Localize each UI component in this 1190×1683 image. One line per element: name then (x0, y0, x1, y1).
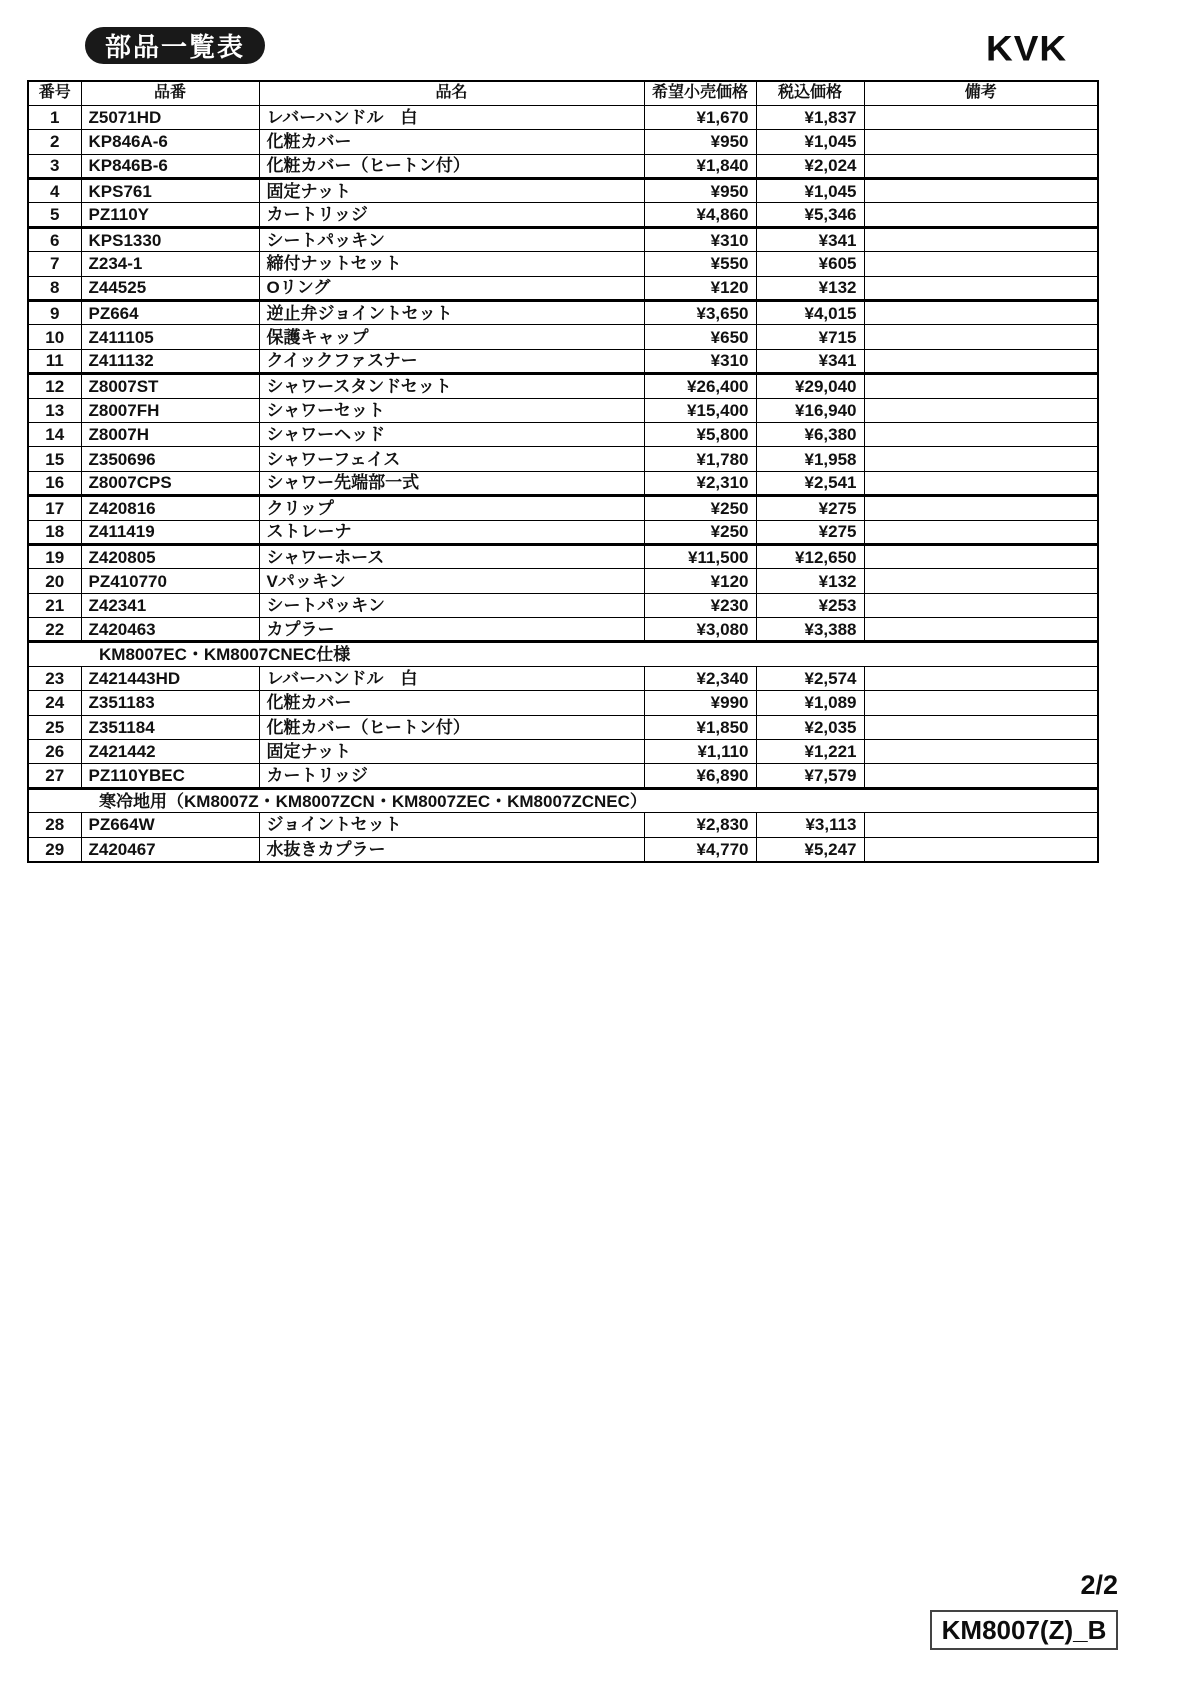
row-number-cell: 20 (28, 569, 81, 593)
part-name-cell: シャワーセット (259, 398, 644, 422)
part-no-cell: KPS1330 (81, 227, 259, 251)
tax-price-cell: ¥12,650 (756, 544, 864, 568)
part-no-cell: Z234-1 (81, 252, 259, 276)
part-no-cell: Z350696 (81, 447, 259, 471)
remarks-cell (864, 227, 1098, 251)
part-name-cell: シャワーホース (259, 544, 644, 568)
table-row (28, 715, 1098, 739)
tax-price-cell: ¥2,541 (756, 471, 864, 495)
part-no-cell: PZ110YBEC (81, 764, 259, 788)
section-header-label: 寒冷地用（KM8007Z・KM8007ZCN・KM8007ZEC・KM8007ZCNEC） (28, 788, 1098, 812)
row-number-cell: 8 (28, 276, 81, 300)
table-row (28, 398, 1098, 422)
retail-price-cell: ¥650 (644, 325, 756, 349)
row-number-cell: 28 (28, 813, 81, 837)
header-no: 番号 (28, 81, 81, 105)
parts-table (27, 80, 1099, 863)
tax-price-cell: ¥275 (756, 496, 864, 520)
page-number: 2/2 (1080, 1570, 1118, 1600)
remarks-cell (864, 325, 1098, 349)
retail-price-cell: ¥1,110 (644, 740, 756, 764)
retail-price-cell: ¥3,080 (644, 618, 756, 642)
part-name-cell: カートリッジ (259, 764, 644, 788)
part-name-cell: クリップ (259, 496, 644, 520)
part-no-cell: KP846A-6 (81, 130, 259, 154)
part-no-cell: Z8007FH (81, 398, 259, 422)
row-number-cell: 13 (28, 398, 81, 422)
retail-price-cell: ¥11,500 (644, 544, 756, 568)
table-row (28, 691, 1098, 715)
part-name-cell: 保護キャップ (259, 325, 644, 349)
part-name-cell: レバーハンドル 白 (259, 666, 644, 690)
part-no-cell: Z420805 (81, 544, 259, 568)
part-no-cell: Z351183 (81, 691, 259, 715)
remarks-cell (864, 179, 1098, 203)
retail-price-cell: ¥310 (644, 227, 756, 251)
retail-price-cell: ¥6,890 (644, 764, 756, 788)
part-no-cell: Z420463 (81, 618, 259, 642)
part-name-cell: シートパッキン (259, 227, 644, 251)
tax-price-cell: ¥3,113 (756, 813, 864, 837)
row-number-cell: 4 (28, 179, 81, 203)
remarks-cell (864, 349, 1098, 373)
remarks-cell (864, 715, 1098, 739)
retail-price-cell: ¥120 (644, 276, 756, 300)
remarks-cell (864, 252, 1098, 276)
row-number-cell: 12 (28, 374, 81, 398)
table-row (28, 227, 1098, 251)
remarks-cell (864, 130, 1098, 154)
part-no-cell: Z421443HD (81, 666, 259, 690)
part-name-cell: レバーハンドル 白 (259, 105, 644, 129)
row-number-cell: 3 (28, 154, 81, 178)
row-number-cell: 21 (28, 593, 81, 617)
remarks-cell (864, 105, 1098, 129)
table-row (28, 837, 1098, 861)
doc-code-label: KM8007(Z)_B (941, 1614, 1107, 1645)
part-no-cell: Z351184 (81, 715, 259, 739)
remarks-cell (864, 203, 1098, 227)
remarks-cell (864, 544, 1098, 568)
parts-table-container (27, 80, 1099, 863)
part-name-cell: シャワーフェイス (259, 447, 644, 471)
header-part-no: 品番 (81, 81, 259, 105)
part-name-cell: 化粧カバー（ヒートン付） (259, 715, 644, 739)
part-no-cell: PZ410770 (81, 569, 259, 593)
tax-price-cell: ¥1,045 (756, 130, 864, 154)
table-row (28, 471, 1098, 495)
tax-price-cell: ¥132 (756, 276, 864, 300)
remarks-cell (864, 447, 1098, 471)
tax-price-cell: ¥16,940 (756, 398, 864, 422)
table-row (28, 569, 1098, 593)
remarks-cell (864, 618, 1098, 642)
tax-price-cell: ¥605 (756, 252, 864, 276)
retail-price-cell: ¥15,400 (644, 398, 756, 422)
table-row (28, 130, 1098, 154)
retail-price-cell: ¥250 (644, 520, 756, 544)
remarks-cell (864, 496, 1098, 520)
row-number-cell: 1 (28, 105, 81, 129)
tax-price-cell: ¥132 (756, 569, 864, 593)
tax-price-cell: ¥5,346 (756, 203, 864, 227)
table-row (28, 496, 1098, 520)
remarks-cell (864, 593, 1098, 617)
remarks-cell (864, 740, 1098, 764)
tax-price-cell: ¥1,837 (756, 105, 864, 129)
tax-price-cell: ¥253 (756, 593, 864, 617)
remarks-cell (864, 374, 1098, 398)
header-retail-price: 希望小売価格 (644, 81, 756, 105)
row-number-cell: 7 (28, 252, 81, 276)
part-name-cell: シャワーヘッド (259, 422, 644, 446)
retail-price-cell: ¥550 (644, 252, 756, 276)
row-number-cell: 10 (28, 325, 81, 349)
row-number-cell: 29 (28, 837, 81, 861)
part-name-cell: カプラー (259, 618, 644, 642)
remarks-cell (864, 666, 1098, 690)
row-number-cell: 5 (28, 203, 81, 227)
retail-price-cell: ¥310 (644, 349, 756, 373)
row-number-cell: 19 (28, 544, 81, 568)
table-row (28, 618, 1098, 642)
tax-price-cell: ¥3,388 (756, 618, 864, 642)
table-row (28, 422, 1098, 446)
retail-price-cell: ¥1,780 (644, 447, 756, 471)
part-name-cell: ジョイントセット (259, 813, 644, 837)
part-name-cell: 水抜きカプラー (259, 837, 644, 861)
part-name-cell: クイックファスナー (259, 349, 644, 373)
part-name-cell: 化粧カバー (259, 691, 644, 715)
remarks-cell (864, 691, 1098, 715)
part-name-cell: 逆止弁ジョイントセット (259, 301, 644, 325)
retail-price-cell: ¥2,830 (644, 813, 756, 837)
table-row (28, 447, 1098, 471)
tax-price-cell: ¥6,380 (756, 422, 864, 446)
part-no-cell: Z411132 (81, 349, 259, 373)
table-row (28, 764, 1098, 788)
part-name-cell: 締付ナットセット (259, 252, 644, 276)
remarks-cell (864, 154, 1098, 178)
tax-price-cell: ¥1,221 (756, 740, 864, 764)
part-no-cell: Z420467 (81, 837, 259, 861)
table-row (28, 203, 1098, 227)
table-row (28, 593, 1098, 617)
part-no-cell: KP846B-6 (81, 154, 259, 178)
retail-price-cell: ¥990 (644, 691, 756, 715)
remarks-cell (864, 837, 1098, 861)
tax-price-cell: ¥5,247 (756, 837, 864, 861)
table-row (28, 325, 1098, 349)
tax-price-cell: ¥2,024 (756, 154, 864, 178)
tax-price-cell: ¥7,579 (756, 764, 864, 788)
part-name-cell: シートパッキン (259, 593, 644, 617)
table-row (28, 740, 1098, 764)
retail-price-cell: ¥950 (644, 179, 756, 203)
row-number-cell: 27 (28, 764, 81, 788)
retail-price-cell: ¥2,340 (644, 666, 756, 690)
row-number-cell: 14 (28, 422, 81, 446)
tax-price-cell: ¥1,089 (756, 691, 864, 715)
remarks-cell (864, 301, 1098, 325)
table-row (28, 349, 1098, 373)
remarks-cell (864, 422, 1098, 446)
tax-price-cell: ¥2,574 (756, 666, 864, 690)
row-number-cell: 23 (28, 666, 81, 690)
part-no-cell: PZ664W (81, 813, 259, 837)
retail-price-cell: ¥26,400 (644, 374, 756, 398)
row-number-cell: 9 (28, 301, 81, 325)
part-no-cell: Z8007H (81, 422, 259, 446)
row-number-cell: 15 (28, 447, 81, 471)
retail-price-cell: ¥950 (644, 130, 756, 154)
part-no-cell: PZ664 (81, 301, 259, 325)
tax-price-cell: ¥715 (756, 325, 864, 349)
row-number-cell: 22 (28, 618, 81, 642)
section-header-row (28, 642, 1098, 666)
retail-price-cell: ¥4,860 (644, 203, 756, 227)
part-name-cell: カートリッジ (259, 203, 644, 227)
tax-price-cell: ¥1,045 (756, 179, 864, 203)
parts-table-body (28, 105, 1098, 861)
part-no-cell: Z421442 (81, 740, 259, 764)
tax-price-cell: ¥341 (756, 227, 864, 251)
row-number-cell: 18 (28, 520, 81, 544)
retail-price-cell: ¥3,650 (644, 301, 756, 325)
part-no-cell: Z8007CPS (81, 471, 259, 495)
header-part-name: 品名 (259, 81, 644, 105)
part-name-cell: シャワー先端部一式 (259, 471, 644, 495)
retail-price-cell: ¥1,850 (644, 715, 756, 739)
retail-price-cell: ¥1,840 (644, 154, 756, 178)
part-no-cell: KPS761 (81, 179, 259, 203)
tax-price-cell: ¥2,035 (756, 715, 864, 739)
tax-price-cell: ¥275 (756, 520, 864, 544)
table-row (28, 105, 1098, 129)
table-row (28, 813, 1098, 837)
tax-price-cell: ¥4,015 (756, 301, 864, 325)
row-number-cell: 16 (28, 471, 81, 495)
part-name-cell: 固定ナット (259, 740, 644, 764)
retail-price-cell: ¥250 (644, 496, 756, 520)
row-number-cell: 17 (28, 496, 81, 520)
part-no-cell: Z411105 (81, 325, 259, 349)
tax-price-cell: ¥29,040 (756, 374, 864, 398)
part-no-cell: Z8007ST (81, 374, 259, 398)
remarks-cell (864, 520, 1098, 544)
table-row (28, 301, 1098, 325)
remarks-cell (864, 813, 1098, 837)
part-name-cell: 固定ナット (259, 179, 644, 203)
retail-price-cell: ¥230 (644, 593, 756, 617)
page-title: 部品一覧表 (85, 27, 265, 64)
section-header-label: KM8007EC・KM8007CNEC仕様 (28, 642, 1098, 666)
table-row (28, 154, 1098, 178)
retail-price-cell: ¥2,310 (644, 471, 756, 495)
tax-price-cell: ¥341 (756, 349, 864, 373)
part-no-cell: Z44525 (81, 276, 259, 300)
part-name-cell: 化粧カバー（ヒートン付） (259, 154, 644, 178)
table-header-row (28, 81, 1098, 105)
table-row (28, 179, 1098, 203)
part-name-cell: Vパッキン (259, 569, 644, 593)
table-row (28, 544, 1098, 568)
row-number-cell: 2 (28, 130, 81, 154)
header-remarks: 備考 (864, 81, 1098, 105)
table-row (28, 520, 1098, 544)
doc-code-badge (930, 1610, 1118, 1650)
row-number-cell: 6 (28, 227, 81, 251)
table-row (28, 252, 1098, 276)
tax-price-cell: ¥1,958 (756, 447, 864, 471)
part-no-cell: Z420816 (81, 496, 259, 520)
remarks-cell (864, 398, 1098, 422)
row-number-cell: 26 (28, 740, 81, 764)
section-header-row (28, 788, 1098, 812)
row-number-cell: 11 (28, 349, 81, 373)
retail-price-cell: ¥1,670 (644, 105, 756, 129)
part-no-cell: Z42341 (81, 593, 259, 617)
part-no-cell: PZ110Y (81, 203, 259, 227)
part-no-cell: Z411419 (81, 520, 259, 544)
retail-price-cell: ¥120 (644, 569, 756, 593)
table-row (28, 374, 1098, 398)
table-row (28, 276, 1098, 300)
remarks-cell (864, 471, 1098, 495)
retail-price-cell: ¥4,770 (644, 837, 756, 861)
kvk-logo: KVK (986, 28, 1068, 69)
retail-price-cell: ¥5,800 (644, 422, 756, 446)
row-number-cell: 24 (28, 691, 81, 715)
part-name-cell: シャワースタンドセット (259, 374, 644, 398)
header-tax-price: 税込価格 (756, 81, 864, 105)
row-number-cell: 25 (28, 715, 81, 739)
remarks-cell (864, 764, 1098, 788)
remarks-cell (864, 276, 1098, 300)
part-name-cell: ストレーナ (259, 520, 644, 544)
part-name-cell: Oリング (259, 276, 644, 300)
table-row (28, 666, 1098, 690)
remarks-cell (864, 569, 1098, 593)
part-name-cell: 化粧カバー (259, 130, 644, 154)
part-no-cell: Z5071HD (81, 105, 259, 129)
